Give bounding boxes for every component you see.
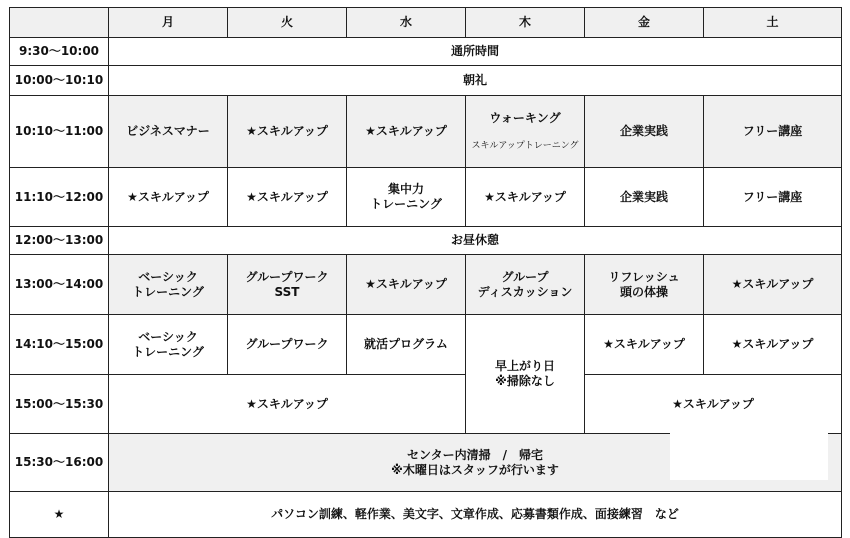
cell-sat: フリー講座 <box>704 96 842 168</box>
blank-overlay <box>670 422 828 480</box>
cell-tue: ★スキルアップ <box>228 168 347 227</box>
cell-thu <box>466 96 585 168</box>
cell-wed: ★スキルアップ <box>347 96 466 168</box>
day-friday: 金 <box>585 8 704 38</box>
row-star-legend <box>10 492 842 538</box>
cell-wed: 就活プログラム <box>347 315 466 375</box>
cell-thu: ★スキルアップ <box>466 168 585 227</box>
cell-fri: リフレッシュ 頭の体操 <box>585 255 704 315</box>
star-symbol: ★ <box>10 492 109 538</box>
cell-thu-sub: スキルアップトレーニング <box>471 141 579 151</box>
time-cell: 10:10〜11:00 <box>10 96 109 168</box>
cell-sat: フリー講座 <box>704 168 842 227</box>
time-cell: 11:10〜12:00 <box>10 168 109 227</box>
time-cell: 14:10〜15:00 <box>10 315 109 375</box>
row-arrival <box>10 38 842 66</box>
cell-sat: ★スキルアップ <box>704 255 842 315</box>
cell-mon-wed: ★スキルアップ <box>109 375 466 434</box>
cell-fri: 企業実践 <box>585 168 704 227</box>
cell-fri: 企業実践 <box>585 96 704 168</box>
morning-meeting-cell: 朝礼 <box>109 66 842 96</box>
time-cell: 10:00〜10:10 <box>10 66 109 96</box>
time-cell: 13:00〜14:00 <box>10 255 109 315</box>
time-cell: 15:30〜16:00 <box>10 434 109 492</box>
row-morning-meeting <box>10 66 842 96</box>
cell-sat: ★スキルアップ <box>704 315 842 375</box>
lunch-cell: お昼休憩 <box>109 227 842 255</box>
header-row <box>10 8 842 38</box>
arrival-cell: 通所時間 <box>109 38 842 66</box>
cell-mon: ベーシック トレーニング <box>109 315 228 375</box>
row-period-4 <box>10 315 842 375</box>
cell-thu-main: ウォーキング <box>489 111 561 125</box>
row-period-3 <box>10 255 842 315</box>
row-period-1 <box>10 96 842 168</box>
day-monday: 月 <box>109 8 228 38</box>
cleaning-cell: センター内清掃 / 帰宅 ※木曜日はスタッフが行います <box>109 434 842 492</box>
cell-mon: ベーシック トレーニング <box>109 255 228 315</box>
cell-fri: ★スキルアップ <box>585 315 704 375</box>
time-cell: 15:00〜15:30 <box>10 375 109 434</box>
time-cell: 12:00〜13:00 <box>10 227 109 255</box>
day-thursday: 木 <box>466 8 585 38</box>
day-wednesday: 水 <box>347 8 466 38</box>
cell-tue: ★スキルアップ <box>228 96 347 168</box>
cell-wed: 集中力 トレーニング <box>347 168 466 227</box>
row-lunch <box>10 227 842 255</box>
cell-mon: ★スキルアップ <box>109 168 228 227</box>
day-tuesday: 火 <box>228 8 347 38</box>
row-period-2 <box>10 168 842 227</box>
cell-thu-early-leave: 早上がり日 ※掃除なし <box>466 315 585 434</box>
cell-tue: グループワーク SST <box>228 255 347 315</box>
day-saturday: 土 <box>704 8 842 38</box>
cell-thu: グループ ディスカッション <box>466 255 585 315</box>
star-definition: パソコン訓練、軽作業、美文字、文章作成、応募書類作成、面接練習 など <box>109 492 842 538</box>
cell-tue: グループワーク <box>228 315 347 375</box>
header-corner <box>10 8 109 38</box>
cell-wed: ★スキルアップ <box>347 255 466 315</box>
time-cell: 9:30〜10:00 <box>10 38 109 66</box>
cell-mon: ビジネスマナー <box>109 96 228 168</box>
cell-fri-sat: ★スキルアップ <box>585 375 842 434</box>
